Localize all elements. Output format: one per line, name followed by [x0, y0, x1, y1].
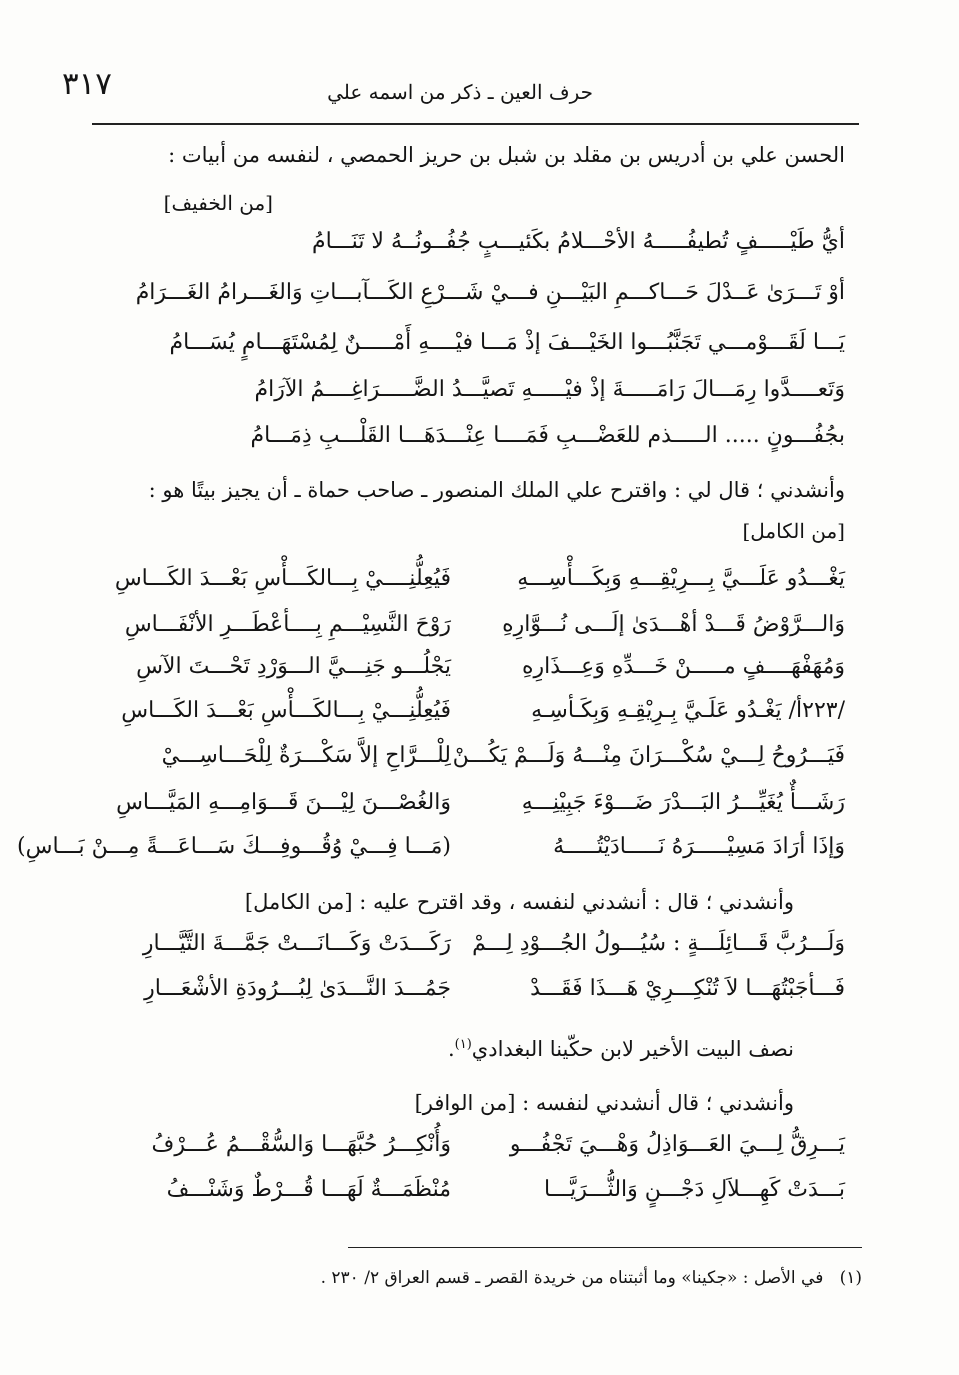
verse-line: أيُّ طَيْـــــفٍ تُطيفُـــــهُ الأحْـــلامُ بكَئيـــبٍ جُفُــونُــهُ لا تَنَـــامُ: [312, 229, 845, 254]
attribution-note: [448, 1037, 794, 1061]
hemistich-left: لِلْـــرَّاحِ إلاَّ سَكْـــرَةٌ لِلْحَـــاسِـــيْ: [161, 743, 451, 768]
attribution-text: نصف البيت الأخير لابن حكّينا البغدادي: [471, 1037, 794, 1061]
hemistich-right: وَالـــرَّوْضُ قَـــدْ أهْـــدَىٰ إلَـــى نُـــوَّارِهِ: [502, 612, 845, 637]
intro-paragraph: الحسن علي بن أدريس بن مقلد بن شبل بن حريز الحمصي ، لنفسه من أبيات :: [168, 143, 845, 167]
hemistich-left: رَوْحَ النَّسِيْـــمِ بِــــأعْطَـــرِ الأنْفَـــاسِ: [124, 612, 451, 637]
hemistich-right: يَغْـــدُو عَلَـــيَّ بِـــرِيْقِـــهِ وَبِكَـــأْسِـــهِ: [517, 566, 845, 591]
running-header: حرف العين ـ ذكر من اسمه علي: [327, 80, 593, 104]
verse-line: يَـــا لَقَـــوْمـــي تَجَنَّبُـــوا الخَيْـــفَ إذْ مَـــا فيْــــهِ أَمْـــــنٌ لِمُسْتَهَـــامٍ يُسَـــامُ: [169, 330, 845, 355]
hemistich-left: مُنْظَمَـــةٌ لَهَـــا قُـــرْطٌ وَشَنْـــفُ: [166, 1177, 451, 1202]
footnote: [321, 1268, 862, 1288]
hemistich-right: وَإذَا أرَادَ مَسِيْـــــرَهُ نَـــــادَيْتُـــــهُ: [553, 834, 845, 859]
section-intro: وأنشدني ؛ قال : أنشدني لنفسه ، وقد اقترح عليه : [من الكامل]: [244, 890, 794, 914]
hemistich-left: وَالغُصْـــنَ لِيْـــنَ قَـــوَامِـــهِ المَيَّـــاسِ: [116, 790, 451, 815]
meter-label: [من الخفيف]: [163, 191, 273, 215]
hemistich-right: وَلَـــرُبَّ قَـــائِلَـــةٍ : سُيُـــولُ الجُـــوْدِ لِـــمْ: [472, 931, 845, 956]
page-number: ٣١٧: [62, 66, 112, 102]
section-intro: وأنشدني ؛ قال لي : واقترح علي الملك المنصور ـ صاحب حماة ـ أن يجيز بيتًا هو :: [148, 478, 845, 502]
meter-label: [من الكامل]: [742, 519, 845, 543]
hemistich-left: جَمُـــدَ النَّـــدَىٰ لِبُـــرُودَةِ الأشْعَـــارِ: [144, 976, 451, 1001]
verse-line: أوْ تَـــرَىٰ عَــدْلَ حَـــاكـــمِ البَيْـــنِ فـــيْ شَـــرْعِ الكَـــآبـــاتِ وَالغَـــرامُ الغَـــرَامُ: [135, 280, 845, 305]
footnote-ref: (١): [454, 1037, 472, 1052]
hemistich-right: فَيَـــرُوحُ لِـــيْ سُكْـــرَانَ مِنْـــهُ وَلَـــمْ يَكُـــنْ: [452, 743, 845, 768]
footnote-marker: (١): [839, 1268, 862, 1288]
hemistich-left: يَجْلُـــو جَنِـــيَّ الـــوَرْدِ تَحْـــتَ الآسِ: [136, 654, 451, 679]
section-intro: وأنشدني ؛ قال أنشدني لنفسه : [من الوافر]: [414, 1091, 794, 1115]
hemistich-left: (مَـــا فِـــيْ وُقُـــوفِـــكَ سَـــاعَـــةً مِـــنْ بَـــاسِ): [17, 834, 451, 859]
verse-line: بجُفُـــونٍ ..... الـــــذم للعَضْـــبِ فَمَــــا عِنْـــدَهَـــا القَلْـــبِ ذِمَـــامُ: [250, 423, 845, 448]
hemistich-left: فَيُعِلُّنِـــيْ بِـــالكَـــأْسِ بَعْـــدَ الكَـــاسِ: [121, 698, 451, 723]
hemistich-right: فَـــأجَبْتُهَـــا لاَ تُنْكِـــرِيْ هَـــذَا فَقَـــدْ: [530, 976, 845, 1001]
hemistich-right: /٢٢٣أ/ يَغْـدُو عَلَـيَّ بِـرِيْقِـهِ وَبِكَـأسِـهِ: [531, 698, 845, 723]
verse-line: وَتَعــــدَّوا رِمَـــالَ رَامَـــــةَ إذْ فيْـــــهِ تَصيَّـــدُ الضَّـــــرَاغِــــمُ الآرَامُ: [254, 377, 845, 402]
header-rule: [92, 123, 859, 125]
hemistich-left: وَأُنْكِـــرُ حُبَّهَـــا وَالسُّقْـــمُ عُـــرْفُ: [151, 1132, 451, 1157]
footnote-text: في الأصل : «جكينا» وما أثبتناه من خريدة القصر ـ قسم العراق ٢/ ٢٣٠ .: [320, 1268, 824, 1288]
hemistich-right: يَـــرِقُّ لِـــيَ العَـــوَاذِلُ وَهْـــيَ تَجْفُـــو: [509, 1132, 845, 1157]
hemistich-right: رَشَـــأٌ يُغَيِّـــرُ البَـــدْرَ ضَـــوْءَ جَبِيْنِـــهِ: [521, 790, 845, 815]
hemistich-right: بَـــدَتْ كَهِـــلاَلِ دَجْـــنٍ وَالثُّـــرَيَّـــا: [544, 1177, 845, 1202]
hemistich-left: فَيُعِلُّنِــــيْ بِـــالكَـــأْسِ بَعْـــدَ الكَـــاسِ: [114, 566, 451, 591]
hemistich-right: وَمُهَفْهَــــفٍ مـــــنْ خَـــدِّهِ وَعِـــذَارِهِ: [521, 654, 845, 679]
footnote-rule: [348, 1247, 862, 1248]
hemistich-left: رَكَـــدَتْ وَكَـــانَـــتْ جَمَّـــةَ التَّيَّـــارِ: [142, 931, 451, 956]
attribution-end: .: [447, 1037, 455, 1061]
